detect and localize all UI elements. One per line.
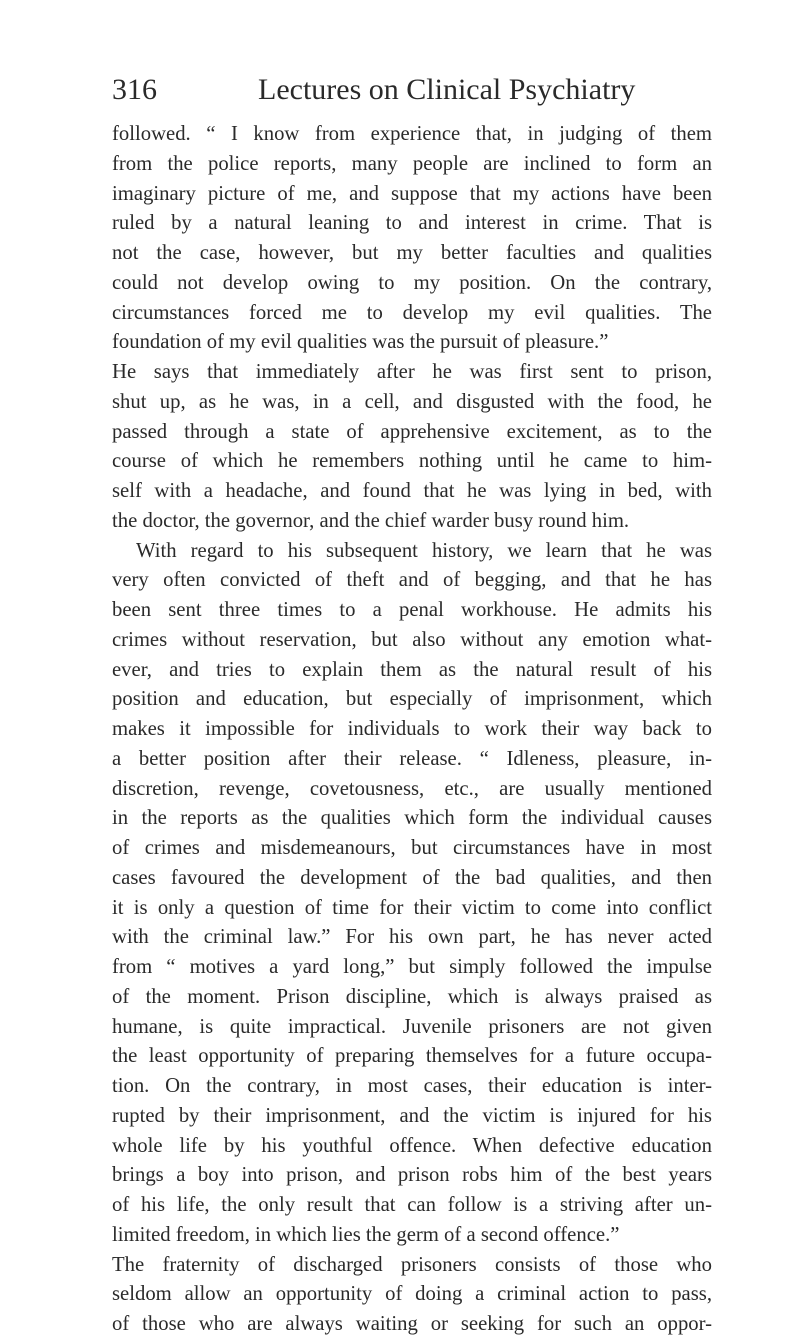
text-line: very often convicted of theft and of begging, and that he has (112, 569, 712, 592)
text-line: passed through a state of apprehensive excitement, as to the (112, 420, 712, 443)
text-line: limited freedom, in which lies the germ of a second offence.” (112, 1223, 620, 1246)
page-number: 316 (112, 73, 157, 106)
text-line: circumstances forced me to develop my evil qualities. The (112, 301, 712, 324)
running-head (112, 70, 672, 110)
text-line: followed. “ I know from experience that, in judging of them (112, 123, 712, 145)
body-text (112, 120, 712, 1340)
text-line: it is only a question of time for their victim to come into conflict (112, 896, 712, 919)
text-line: makes it impossible for individuals to work their way back to (112, 718, 712, 740)
text-line: imaginary picture of me, and suppose that my actions have been (112, 182, 712, 205)
text-line: foundation of my evil qualities was the pursuit of pleasure.” (112, 331, 609, 354)
text-line: ruled by a natural leaning to and interest in crime. That is (112, 212, 712, 235)
text-line: whole life by his youthful offence. When defective education (112, 1134, 712, 1157)
text-line: ever, and tries to explain them as the natural result of his (112, 658, 712, 681)
text-line: discretion, revenge, covetousness, etc., are usually mentioned (112, 777, 712, 800)
text-line: the least opportunity of preparing themselves for a future occupa- (112, 1045, 712, 1068)
text-line: of the moment. Prison discipline, which is always praised as (112, 985, 712, 1008)
text-line: not the case, however, but my better faculties and qualities (112, 242, 712, 264)
text-line: of crimes and misdemeanours, but circumstances have in most (112, 837, 712, 859)
text-line: The fraternity of discharged prisoners consists of those who (112, 1253, 712, 1276)
text-line: of those who are always waiting or seeking for such an oppor- (112, 1313, 712, 1335)
text-line: crimes without reservation, but also without any emotion what- (112, 628, 712, 651)
text-line: He says that immediately after he was first sent to prison, (112, 361, 712, 383)
text-line: a better position after their release. “ Idleness, pleasure, in- (112, 747, 712, 770)
text-line: tion. On the contrary, in most cases, their education is inter- (112, 1075, 712, 1097)
text-line: With regard to his subsequent history, we learn that he was (136, 539, 712, 562)
text-line: humane, is quite impractical. Juvenile prisoners are not given (112, 1015, 712, 1038)
text-line: in the reports as the qualities which form the individual causes (112, 807, 712, 830)
text-line: from the police reports, many people are inclined to form an (112, 152, 712, 175)
text-line: seldom allow an opportunity of doing a criminal action to pass, (112, 1283, 712, 1306)
text-line: rupted by their imprisonment, and the victim is injured for his (112, 1104, 712, 1127)
text-line: been sent three times to a penal workhouse. He admits his (112, 599, 712, 621)
text-line: self with a headache, and found that he was lying in bed, with (112, 480, 712, 502)
text-line: from “ motives a yard long,” but simply followed the impulse (112, 956, 712, 978)
text-line: could not develop owing to my position. On the contrary, (112, 271, 712, 294)
text-line: the doctor, the governor, and the chief warder busy round him. (112, 509, 630, 532)
running-title: Lectures on Clinical Psychiatry (258, 73, 636, 106)
text-line: cases favoured the development of the bad qualities, and then (112, 866, 712, 889)
text-line: position and education, but especially of imprisonment, which (112, 688, 712, 711)
text-line: with the criminal law.” For his own part, he has never acted (112, 926, 712, 949)
text-line: brings a boy into prison, and prison robs him of the best years (112, 1164, 712, 1187)
text-line: of his life, the only result that can follow is a striving after un- (112, 1194, 712, 1216)
text-line: course of which he remembers nothing until he came to him- (112, 450, 712, 473)
text-line: shut up, as he was, in a cell, and disgusted with the food, he (112, 390, 712, 413)
